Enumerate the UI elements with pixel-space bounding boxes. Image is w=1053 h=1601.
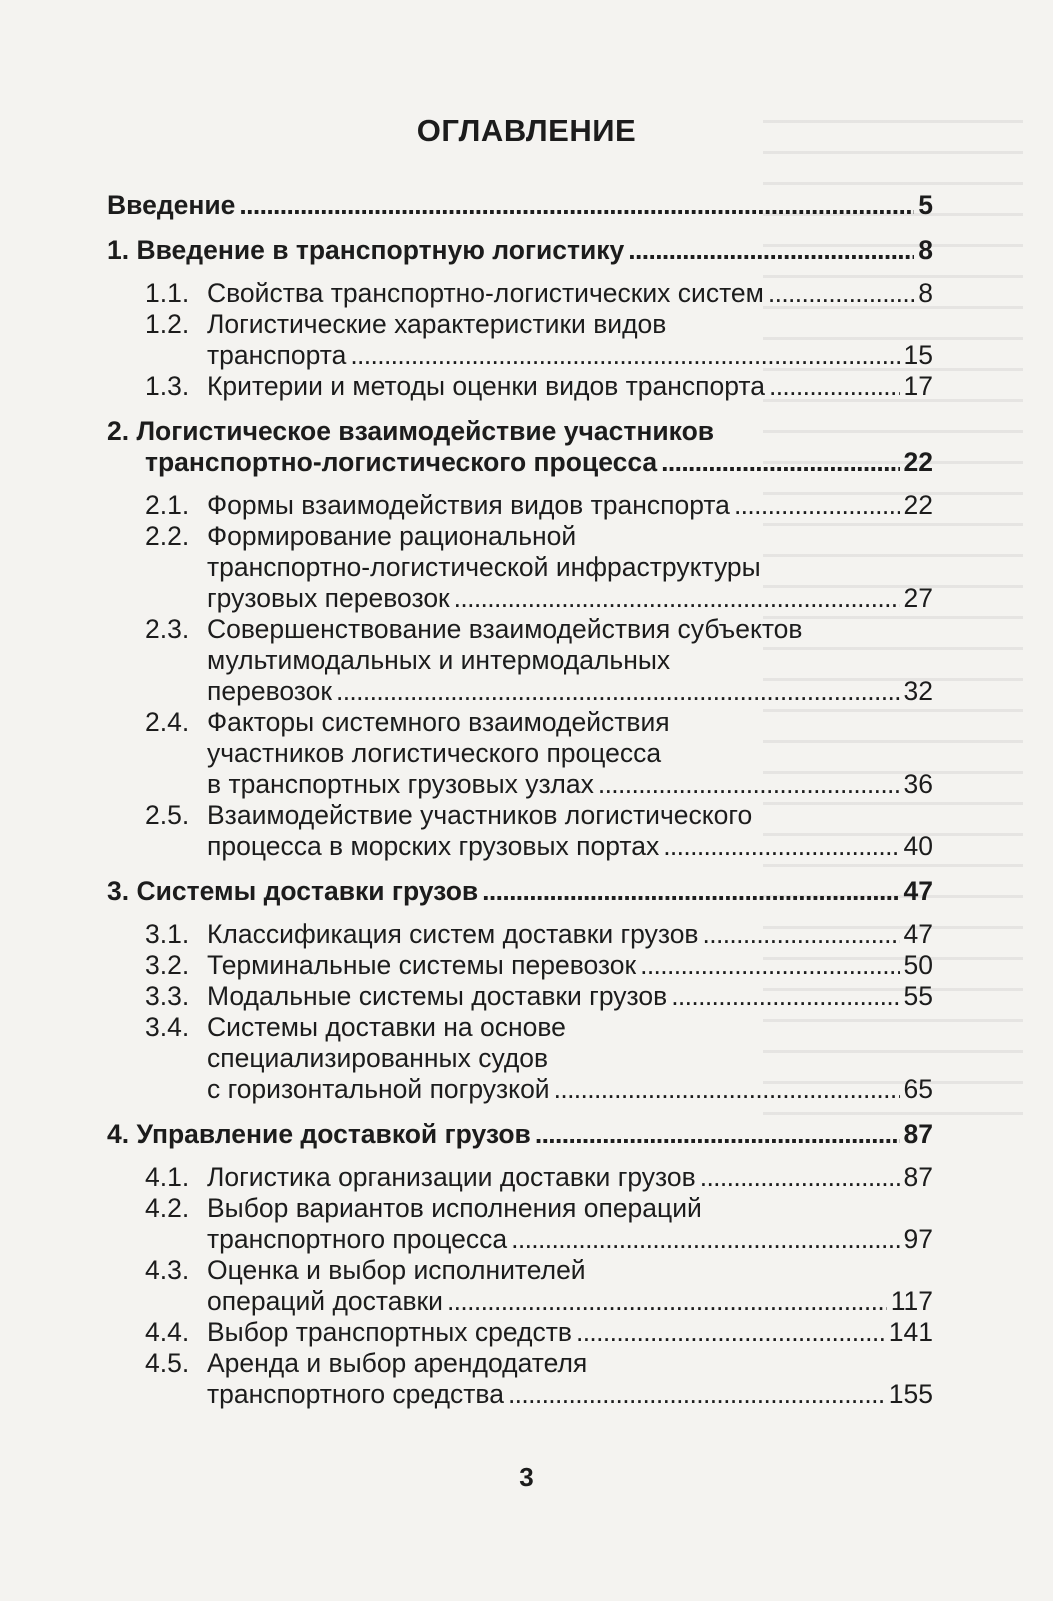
- toc-page-number: 55: [903, 981, 933, 1011]
- toc-section-entry: [107, 1193, 933, 1255]
- toc-chapter-entry: [107, 416, 933, 478]
- toc-entry-title: Факторы системного взаимодействия: [207, 707, 670, 737]
- section-number: 4.1.: [145, 1162, 190, 1192]
- toc-entry-line: [145, 1043, 933, 1074]
- toc-page-number: 36: [903, 769, 933, 799]
- toc-section-entry: [107, 278, 933, 309]
- toc-entry-title: мультимодальных и интермодальных: [207, 645, 671, 675]
- dot-leader: [511, 1224, 899, 1255]
- dot-leader: [554, 1074, 900, 1105]
- toc-entry-line: [145, 1224, 933, 1255]
- dot-leader: [640, 950, 899, 981]
- toc-section-entry: [107, 919, 933, 950]
- toc-entry-title: процесса в морских грузовых портах: [207, 831, 660, 861]
- toc-page-number: 8: [918, 278, 933, 308]
- dot-leader: [671, 981, 899, 1012]
- toc-entry-line: [145, 1379, 933, 1410]
- toc-section-entry: [107, 309, 933, 371]
- section-number: 1.2.: [145, 309, 190, 339]
- toc-entry-title: Критерии и методы оценки видов транспорта: [207, 371, 765, 401]
- toc-entry-line: [145, 521, 933, 552]
- toc-entry-line: [145, 645, 933, 676]
- toc-entry-title: транспортного процесса: [207, 1224, 508, 1254]
- toc-entry-title: Свойства транспортно-логистических систем: [207, 278, 764, 308]
- toc-entry-title: Логистика организации доставки грузов: [207, 1162, 696, 1192]
- toc-section-entry: [107, 1162, 933, 1193]
- toc-entry-title: Формирование рациональной: [207, 521, 577, 551]
- toc-entry-line: [145, 981, 933, 1012]
- toc-entry-title: грузовых перевозок: [207, 583, 450, 613]
- dot-leader: [628, 235, 914, 266]
- section-number: 3.2.: [145, 950, 190, 980]
- toc-entry-line: [145, 1255, 933, 1286]
- dot-leader: [769, 371, 900, 402]
- toc-section-entry: [107, 950, 933, 981]
- toc-section-entry: [107, 1012, 933, 1105]
- toc-page-number: 87: [903, 1119, 933, 1149]
- toc-entry-title: 1. Введение в транспортную логистику: [107, 235, 625, 265]
- toc-page-number: 65: [903, 1074, 933, 1104]
- toc-entry-line: [145, 552, 933, 583]
- toc-page-number: 32: [903, 676, 933, 706]
- dot-leader: [768, 278, 914, 309]
- toc-page-number: 47: [903, 876, 933, 906]
- table-of-contents: [107, 190, 933, 1410]
- toc-entry-line: [145, 278, 933, 309]
- dot-leader: [454, 583, 900, 614]
- toc-entry-line: [145, 1162, 933, 1193]
- dot-leader: [700, 1162, 900, 1193]
- dot-leader: [576, 1317, 885, 1348]
- section-number: 4.4.: [145, 1317, 190, 1347]
- toc-entry-title: Выбор вариантов исполнения операций: [207, 1193, 702, 1223]
- toc-entry-line: [107, 1119, 933, 1150]
- toc-entry-title: Выбор транспортных средств: [207, 1317, 572, 1347]
- dot-leader: [447, 1286, 887, 1317]
- section-number: 1.1.: [145, 278, 190, 308]
- toc-page-number: 117: [890, 1286, 933, 1316]
- section-number: 4.3.: [145, 1255, 190, 1285]
- toc-entry-title: Введение: [107, 190, 236, 220]
- toc-page-number: 22: [903, 490, 933, 520]
- toc-entry-title: Классификация систем доставки грузов: [207, 919, 699, 949]
- toc-entry-line: [145, 1074, 933, 1105]
- toc-page-number: 5: [918, 190, 933, 220]
- toc-section-entry: [107, 371, 933, 402]
- toc-entry-title: Аренда и выбор арендодателя: [207, 1348, 588, 1378]
- toc-entry-line: [145, 583, 933, 614]
- toc-page-number: 40: [903, 831, 933, 861]
- toc-entry-line: [107, 447, 933, 478]
- toc-page-number: 17: [903, 371, 933, 401]
- toc-entry-title: в транспортных грузовых узлах: [207, 769, 594, 799]
- toc-entry-title: Взаимодействие участников логистического: [207, 800, 753, 830]
- section-number: 3.3.: [145, 981, 190, 1011]
- toc-entry-line: [145, 309, 933, 340]
- toc-entry-line: [145, 800, 933, 831]
- section-number: 2.3.: [145, 614, 190, 644]
- toc-page-number: 87: [903, 1162, 933, 1192]
- toc-chapter-entry: [107, 235, 933, 266]
- toc-page-number: 141: [888, 1317, 933, 1347]
- toc-entry-line: [145, 1286, 933, 1317]
- section-number: 2.1.: [145, 490, 190, 520]
- toc-page-number: 8: [918, 235, 933, 265]
- toc-entry-title: 2. Логистическое взаимодействие участников: [107, 416, 715, 446]
- section-number: 4.2.: [145, 1193, 190, 1223]
- toc-section-entry: [107, 800, 933, 862]
- toc-entry-title: Системы доставки на основе: [207, 1012, 566, 1042]
- toc-entry-line: [107, 416, 933, 447]
- toc-entry-line: [145, 707, 933, 738]
- toc-entry-line: [145, 1317, 933, 1348]
- toc-entry-line: [145, 1012, 933, 1043]
- toc-page-number: 22: [903, 447, 933, 477]
- toc-entry-line: [145, 919, 933, 950]
- toc-entry-title: транспорта: [207, 340, 347, 370]
- page-title: ОГЛАВЛЕНИЕ: [416, 113, 637, 148]
- section-number: 4.5.: [145, 1348, 190, 1378]
- toc-chapter-entry: [107, 876, 933, 907]
- toc-entry-title: 3. Системы доставки грузов: [107, 876, 479, 906]
- toc-entry-title: транспортного средства: [207, 1379, 504, 1409]
- dot-leader: [350, 340, 899, 371]
- dot-leader: [508, 1379, 885, 1410]
- toc-entry-title: транспортно-логистической инфраструктуры: [207, 552, 761, 582]
- toc-section-entry: [107, 1348, 933, 1410]
- toc-entry-line: [145, 738, 933, 769]
- toc-section-entry: [107, 1317, 933, 1348]
- toc-page-number: 15: [903, 340, 933, 370]
- toc-entry-title: Логистические характеристики видов: [207, 309, 667, 339]
- toc-page-number: 47: [903, 919, 933, 949]
- section-number: 2.5.: [145, 800, 190, 830]
- dot-leader: [661, 447, 899, 478]
- section-number: 3.4.: [145, 1012, 190, 1042]
- toc-entry-line: [145, 1348, 933, 1379]
- toc-entry-line: [145, 371, 933, 402]
- section-number: 3.1.: [145, 919, 190, 949]
- toc-section-entry: [107, 707, 933, 800]
- toc-section-entry: [107, 1255, 933, 1317]
- dot-leader: [734, 490, 900, 521]
- toc-entry-line: [145, 831, 933, 862]
- toc-section-entry: [107, 981, 933, 1012]
- toc-entry-line: [145, 1193, 933, 1224]
- toc-entry-title: перевозок: [207, 676, 332, 706]
- toc-entry-title: транспортно-логистического процесса: [145, 447, 658, 477]
- toc-page-number: 155: [888, 1379, 933, 1409]
- toc-section-entry: [107, 614, 933, 707]
- toc-chapter-entry: [107, 1119, 933, 1150]
- section-number: 2.4.: [145, 707, 190, 737]
- toc-entry-line: [107, 190, 933, 221]
- toc-entry-title: участников логистического процесса: [207, 738, 662, 768]
- toc-page-number: 50: [903, 950, 933, 980]
- toc-entry-title: Модальные системы доставки грузов: [207, 981, 668, 1011]
- toc-entry-title: специализированных судов: [207, 1043, 549, 1073]
- toc-page-number: 27: [903, 583, 933, 613]
- toc-entry-title: с горизонтальной погрузкой: [207, 1074, 550, 1104]
- toc-entry-title: операций доставки: [207, 1286, 443, 1316]
- page-number: 3: [519, 1462, 534, 1492]
- toc-chapter-entry: [107, 190, 933, 221]
- toc-entry-line: [145, 490, 933, 521]
- dot-leader: [663, 831, 899, 862]
- toc-entry-title: 4. Управление доставкой грузов: [107, 1119, 531, 1149]
- toc-entry-title: Формы взаимодействия видов транспорта: [207, 490, 730, 520]
- section-number: 2.2.: [145, 521, 190, 551]
- section-number: 1.3.: [145, 371, 190, 401]
- toc-section-entry: [107, 521, 933, 614]
- dot-leader: [598, 769, 900, 800]
- toc-section-entry: [107, 490, 933, 521]
- toc-entry-line: [107, 876, 933, 907]
- toc-entry-line: [145, 769, 933, 800]
- toc-entry-line: [107, 235, 933, 266]
- toc-entry-line: [145, 614, 933, 645]
- toc-entry-title: Терминальные системы перевозок: [207, 950, 637, 980]
- dot-leader: [336, 676, 900, 707]
- dot-leader: [703, 919, 900, 950]
- dot-leader: [482, 876, 899, 907]
- dot-leader: [535, 1119, 900, 1150]
- toc-entry-line: [145, 676, 933, 707]
- toc-entry-title: Совершенствование взаимодействия субъектов: [207, 614, 803, 644]
- toc-entry-title: Оценка и выбор исполнителей: [207, 1255, 586, 1285]
- dot-leader: [239, 190, 914, 221]
- toc-page-number: 97: [903, 1224, 933, 1254]
- toc-entry-line: [145, 950, 933, 981]
- toc-entry-line: [145, 340, 933, 371]
